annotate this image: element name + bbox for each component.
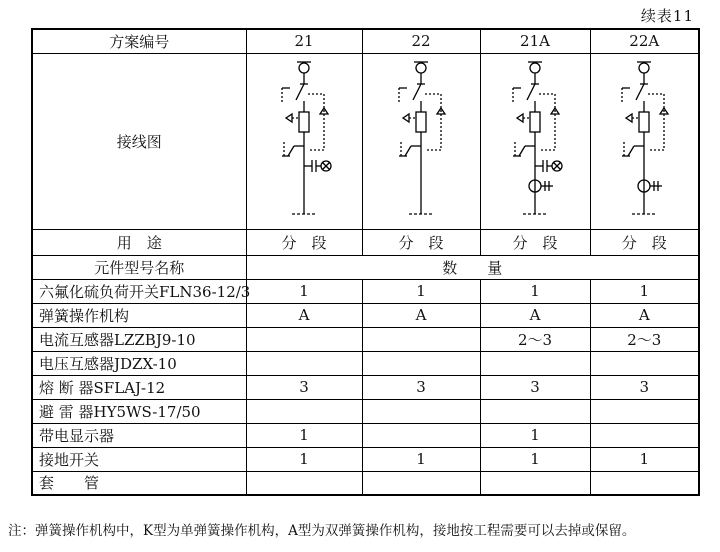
component-quantity: 2～3	[480, 327, 590, 351]
component-name: 套 管	[32, 471, 246, 495]
component-quantity: 1	[246, 423, 362, 447]
usage-value: 分 段	[246, 229, 362, 255]
wiring-diagram-22	[371, 56, 471, 226]
component-quantity	[362, 351, 480, 375]
usage-value: 分 段	[590, 229, 699, 255]
component-quantity: A	[246, 303, 362, 327]
component-row	[32, 351, 699, 375]
component-name: 六氟化硫负荷开关FLN36-12/3	[32, 279, 246, 303]
wiring-diagram-21	[254, 56, 354, 226]
cable-head-symbol	[530, 63, 540, 73]
fuse-symbol	[416, 112, 426, 132]
fuse-symbol	[530, 112, 540, 132]
component-quantity	[246, 351, 362, 375]
component-quantity	[590, 423, 699, 447]
wiring-diagram-cell	[480, 53, 590, 229]
component-quantity: 1	[362, 279, 480, 303]
striker-triangle	[403, 114, 409, 122]
component-name: 电压互感器JDZX-10	[32, 351, 246, 375]
component-quantity: A	[590, 303, 699, 327]
component-quantity	[480, 399, 590, 423]
wiring-diagram-21a	[485, 56, 585, 226]
component-quantity	[362, 327, 480, 351]
component-quantity: 2～3	[590, 327, 699, 351]
component-row	[32, 447, 699, 471]
component-name: 熔 断 器SFLAJ-12	[32, 375, 246, 399]
diagram-label: 接线图	[32, 53, 246, 229]
component-quantity: 1	[480, 279, 590, 303]
component-row	[32, 399, 699, 423]
component-quantity	[590, 471, 699, 495]
usage-row	[32, 229, 699, 255]
scheme-label: 方案编号	[32, 29, 246, 53]
component-quantity: 1	[246, 447, 362, 471]
component-quantity: 1	[362, 447, 480, 471]
component-quantity: A	[480, 303, 590, 327]
component-quantity: 1	[480, 447, 590, 471]
component-quantity: 1	[246, 279, 362, 303]
scheme-header-row	[32, 29, 699, 53]
cable-head-symbol	[299, 63, 309, 73]
component-quantity	[246, 399, 362, 423]
component-row	[32, 423, 699, 447]
wiring-diagram-cell	[590, 53, 699, 229]
load-switch-blade	[636, 84, 644, 100]
component-quantity: 1	[480, 423, 590, 447]
fuse-symbol	[639, 112, 649, 132]
component-quantity: A	[362, 303, 480, 327]
component-quantity	[362, 423, 480, 447]
scheme-21: 21	[246, 29, 362, 53]
component-quantity	[362, 471, 480, 495]
wiring-diagram-cell	[246, 53, 362, 229]
component-name: 避 雷 器HY5WS-17/50	[32, 399, 246, 423]
component-quantity	[362, 399, 480, 423]
component-quantity: 1	[590, 447, 699, 471]
component-rows	[32, 279, 699, 495]
load-switch-blade	[527, 84, 535, 100]
earth-switch-blade	[288, 146, 294, 156]
component-quantity: 3	[480, 375, 590, 399]
striker-triangle	[626, 114, 632, 122]
quantity-header: 数 量	[246, 255, 699, 279]
component-row	[32, 279, 699, 303]
striker-triangle	[517, 114, 523, 122]
load-switch-blade	[296, 84, 304, 100]
earth-switch-blade	[519, 146, 525, 156]
usage-value: 分 段	[362, 229, 480, 255]
component-row	[32, 327, 699, 351]
component-quantity	[246, 327, 362, 351]
load-switch-blade	[413, 84, 421, 100]
scheme-22: 22	[362, 29, 480, 53]
component-quantity	[590, 351, 699, 375]
earth-switch-blade	[628, 146, 634, 156]
component-quantity: 3	[246, 375, 362, 399]
component-name: 带电显示器	[32, 423, 246, 447]
striker-triangle	[286, 114, 292, 122]
component-row	[32, 471, 699, 495]
wiring-diagram-row	[32, 53, 699, 229]
component-quantity: 1	[590, 279, 699, 303]
usage-value: 分 段	[480, 229, 590, 255]
component-name: 电流互感器LZZBJ9-10	[32, 327, 246, 351]
scheme-22a: 22A	[590, 29, 699, 53]
component-header-row	[32, 255, 699, 279]
component-quantity	[480, 351, 590, 375]
wiring-diagram-cell	[362, 53, 480, 229]
component-name: 接地开关	[32, 447, 246, 471]
component-quantity	[590, 399, 699, 423]
scheme-21a: 21A	[480, 29, 590, 53]
component-quantity: 3	[362, 375, 480, 399]
component-row	[32, 303, 699, 327]
component-row	[32, 375, 699, 399]
cable-head-symbol	[416, 63, 426, 73]
component-name-header: 元件型号名称	[32, 255, 246, 279]
cable-head-symbol	[639, 63, 649, 73]
footnote: 注：弹簧操作机构中，K型为单弹簧操作机构，A型为双弹簧操作机构，接地按工程需要可以去掉或保留。	[8, 523, 636, 539]
component-name: 弹簧操作机构	[32, 303, 246, 327]
scheme-table	[31, 28, 700, 496]
component-quantity	[480, 471, 590, 495]
fuse-symbol	[299, 112, 309, 132]
wiring-diagram-22a	[594, 56, 694, 226]
component-quantity: 3	[590, 375, 699, 399]
continuation-label: 续表11	[640, 7, 694, 25]
earth-switch-blade	[405, 146, 411, 156]
component-quantity	[246, 471, 362, 495]
usage-label: 用 途	[32, 229, 246, 255]
